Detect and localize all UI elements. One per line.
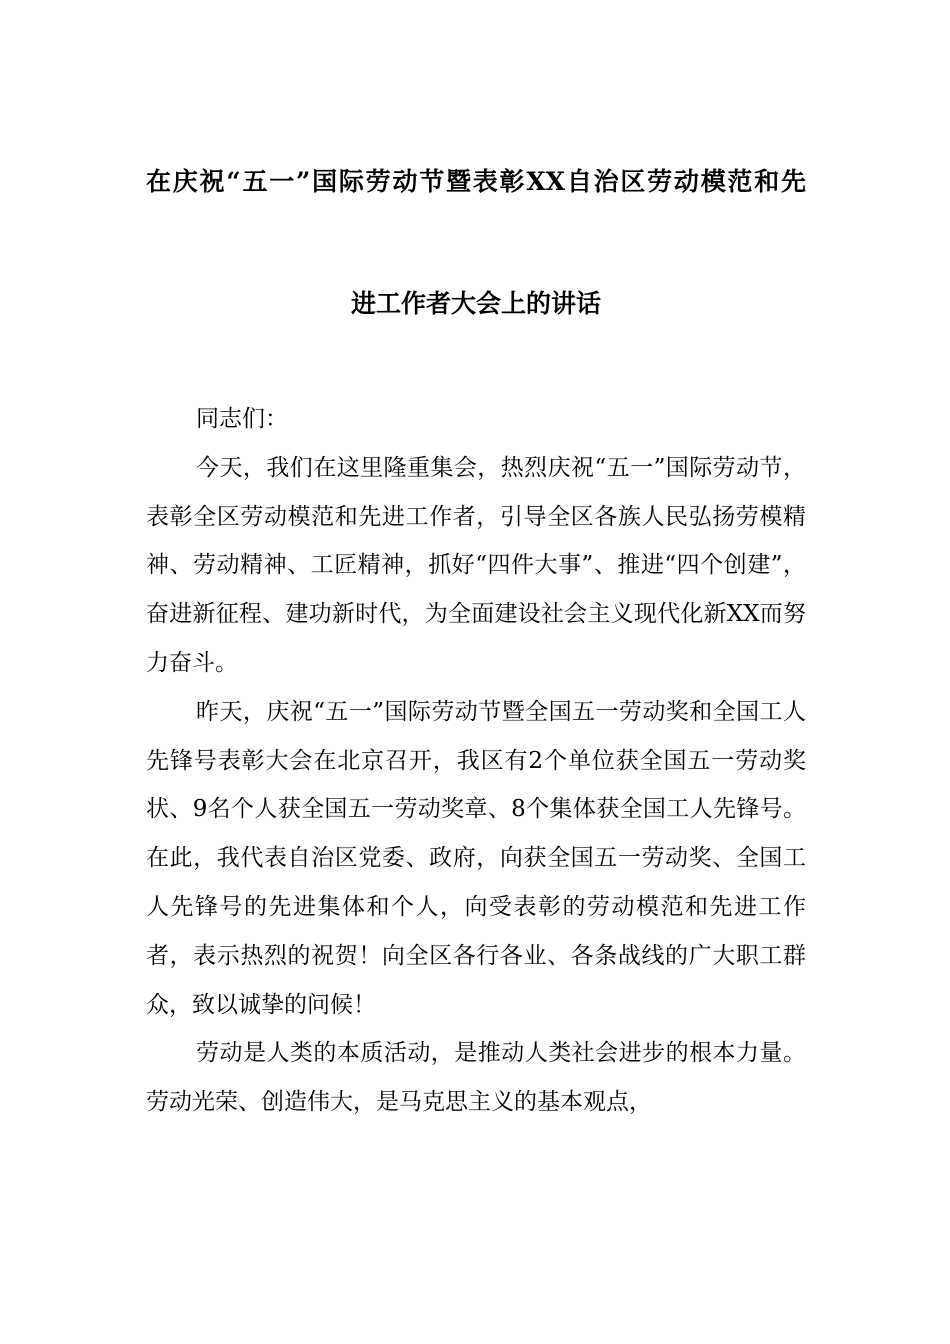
paragraph-1: 今天，我们在这里隆重集会，热烈庆祝“五一”国际劳动节，表彰全区劳动模范和先进工作者，引导全区各族人民弘扬劳模精神、劳动精神、工匠精神，抓好“四件大事”、推进“四个创建”，奋进新征程、建功新时代，为全面建设社会主义现代化新XX而努力奋斗。	[146, 454, 806, 676]
document-body	[146, 395, 806, 1127]
paragraph-3: 劳动是人类的本质活动，是推动人类社会进步的根本力量。劳动光荣、创造伟大，是马克思主义的基本观点，	[146, 1040, 806, 1116]
paragraph-2: 昨天，庆祝“五一”国际劳动节暨全国五一劳动奖和全国工人先锋号表彰大会在北京召开，我区有2个单位获全国五一劳动奖状、9名个人获全国五一劳动奖章、8个集体获全国工人先锋号。在此，我代表自治区党委、政府，向获全国五一劳动奖、全国工人先锋号的先进集体和个人，向受表彰的劳动模范和先进工作者，表示热烈的祝贺！向全区各行各业、各条战线的广大职工群众，致以诚挚的问候！	[146, 698, 806, 1018]
salutation: 同志们：	[196, 406, 288, 432]
document-title-line-2: 进工作者大会上的讲话	[350, 289, 601, 318]
document-title-line-1: 在庆祝“五一”国际劳动节暨表彰XX自治区劳动模范和先	[146, 167, 806, 196]
